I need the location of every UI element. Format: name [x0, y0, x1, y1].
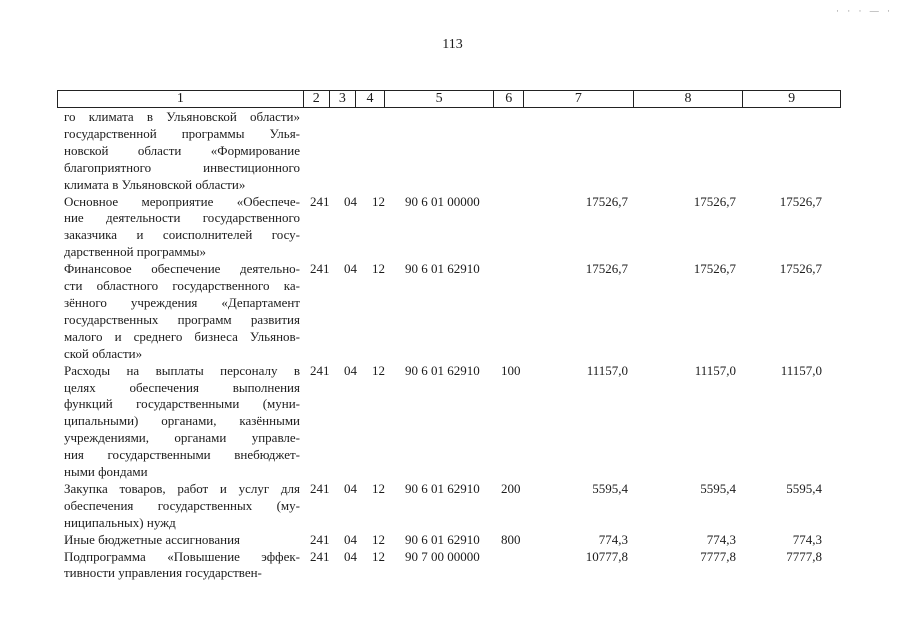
cell-col-4: 12 [372, 193, 385, 209]
row-description [64, 194, 300, 262]
cell-col-9: 17526,7 [779, 193, 822, 209]
header-col-2: 2 [304, 91, 330, 107]
cell-col-7: 10777,8 [585, 548, 628, 564]
description-line: сти областного государственного ка- [64, 278, 300, 294]
cell-col-2: 241 [310, 548, 330, 564]
description-line: ниципальных) нужд [64, 514, 176, 530]
description-line: новской области «Формирование [64, 142, 300, 158]
description-line: дарственной программы» [64, 244, 207, 260]
cell-col-8: 17526,7 [693, 261, 736, 277]
cell-col-7: 17526,7 [585, 261, 628, 277]
cell-col-3: 04 [344, 548, 357, 564]
cell-col-3: 04 [344, 480, 357, 496]
row-description [64, 481, 300, 532]
table-row [64, 532, 854, 549]
cell-col-9: 7777,8 [786, 548, 822, 564]
description-line: ние деятельности государственного [64, 210, 300, 226]
cell-col-9: 774,3 [792, 531, 822, 547]
cell-col-7: 774,3 [598, 531, 628, 547]
cell-col-2: 241 [310, 480, 330, 496]
description-line: ния государственными внебюджет- [64, 447, 300, 463]
description-line: ными фондами [64, 464, 148, 480]
cell-col-7: 17526,7 [585, 193, 628, 209]
cell-col-2: 241 [310, 362, 330, 378]
header-col-9: 9 [788, 91, 796, 106]
table-row [64, 363, 854, 481]
cell-col-3: 04 [344, 193, 357, 209]
description-line: тивности управления государствен- [64, 565, 262, 581]
cell-col-9: 17526,7 [779, 261, 822, 277]
cell-col-2: 241 [310, 261, 330, 277]
cell-col-9: 5595,4 [786, 480, 822, 496]
table-row [64, 481, 854, 532]
cell-col-3: 04 [344, 261, 357, 277]
table-row [64, 194, 854, 262]
cell-col-8: 7777,8 [700, 548, 736, 564]
description-line: ской области» [64, 345, 143, 361]
row-description [64, 532, 300, 549]
description-line: заказчика и соисполнителей госу- [64, 227, 300, 243]
header-col-3: 3 [330, 91, 357, 107]
table-row [64, 261, 854, 362]
description-line: Иные бюджетные ассигнования [64, 531, 241, 547]
cell-col-8: 5595,4 [700, 480, 736, 496]
header-col-6: 6 [494, 91, 524, 107]
cell-col-5: 90 6 01 00000 [405, 193, 480, 209]
cell-col-3: 04 [344, 362, 357, 378]
cell-col-9: 11157,0 [780, 362, 822, 378]
cell-col-7: 11157,0 [586, 362, 628, 378]
description-line: государственных программ развития [64, 311, 300, 327]
description-line: целях обеспечения выполнения [64, 379, 300, 395]
description-line: го климата в Ульяновской области» [64, 109, 300, 124]
cell-col-4: 12 [372, 548, 385, 564]
description-line: функций государственными (муни- [64, 396, 300, 412]
cell-col-4: 12 [372, 480, 385, 496]
header-col-8: 8 [634, 91, 744, 107]
cell-col-5: 90 6 01 62910 [405, 261, 480, 277]
description-line: климата в Ульяновской области» [64, 176, 246, 192]
cell-col-6: 100 [501, 362, 521, 378]
cell-col-2: 241 [310, 531, 330, 547]
cell-col-4: 12 [372, 531, 385, 547]
row-description [64, 363, 300, 481]
cell-col-7: 5595,4 [592, 480, 628, 496]
description-line: учреждениями, органами управле- [64, 430, 300, 446]
description-line: малого и среднего бизнеса Ульянов- [64, 328, 300, 344]
cell-col-4: 12 [372, 261, 385, 277]
header-col-5: 5 [385, 91, 495, 107]
description-line: ципальными) органами, казёнными [64, 413, 300, 429]
header-col-7: 7 [524, 91, 634, 107]
description-line: Основное мероприятие «Обеспече- [64, 193, 300, 209]
cell-col-8: 17526,7 [693, 193, 736, 209]
table-row [64, 109, 854, 194]
cell-col-8: 774,3 [706, 531, 736, 547]
cell-col-8: 11157,0 [694, 362, 736, 378]
cell-col-6: 200 [501, 480, 521, 496]
description-line: Закупка товаров, работ и услуг для [64, 480, 300, 496]
table-row [64, 549, 854, 583]
cell-col-5: 90 6 01 62910 [405, 531, 480, 547]
table-header-row [57, 90, 841, 108]
header-col-4: 4 [356, 91, 385, 107]
cell-col-4: 12 [372, 362, 385, 378]
cell-col-2: 241 [310, 193, 330, 209]
row-description [64, 261, 300, 362]
description-line: Подпрограмма «Повышение эффек- [64, 548, 300, 564]
description-line: Расходы на выплаты персоналу в [64, 362, 300, 378]
table-body [64, 109, 854, 582]
description-line: зённого учреждения «Департамент [64, 294, 300, 310]
header-col-1: 1 [58, 91, 304, 107]
page-number: 113 [442, 37, 463, 52]
scan-corner-marks: · · · — · [836, 6, 893, 16]
description-line: обеспечения государственных (му- [64, 497, 300, 513]
description-line: государственной программы Улья- [64, 125, 300, 141]
description-line: Финансовое обеспечение деятельно- [64, 261, 300, 277]
row-description [64, 109, 300, 194]
cell-col-3: 04 [344, 531, 357, 547]
cell-col-5: 90 7 00 00000 [405, 548, 480, 564]
description-line: благоприятного инвестиционного [64, 159, 300, 175]
cell-col-5: 90 6 01 62910 [405, 362, 480, 378]
row-description [64, 549, 300, 583]
cell-col-6: 800 [501, 531, 521, 547]
cell-col-5: 90 6 01 62910 [405, 480, 480, 496]
